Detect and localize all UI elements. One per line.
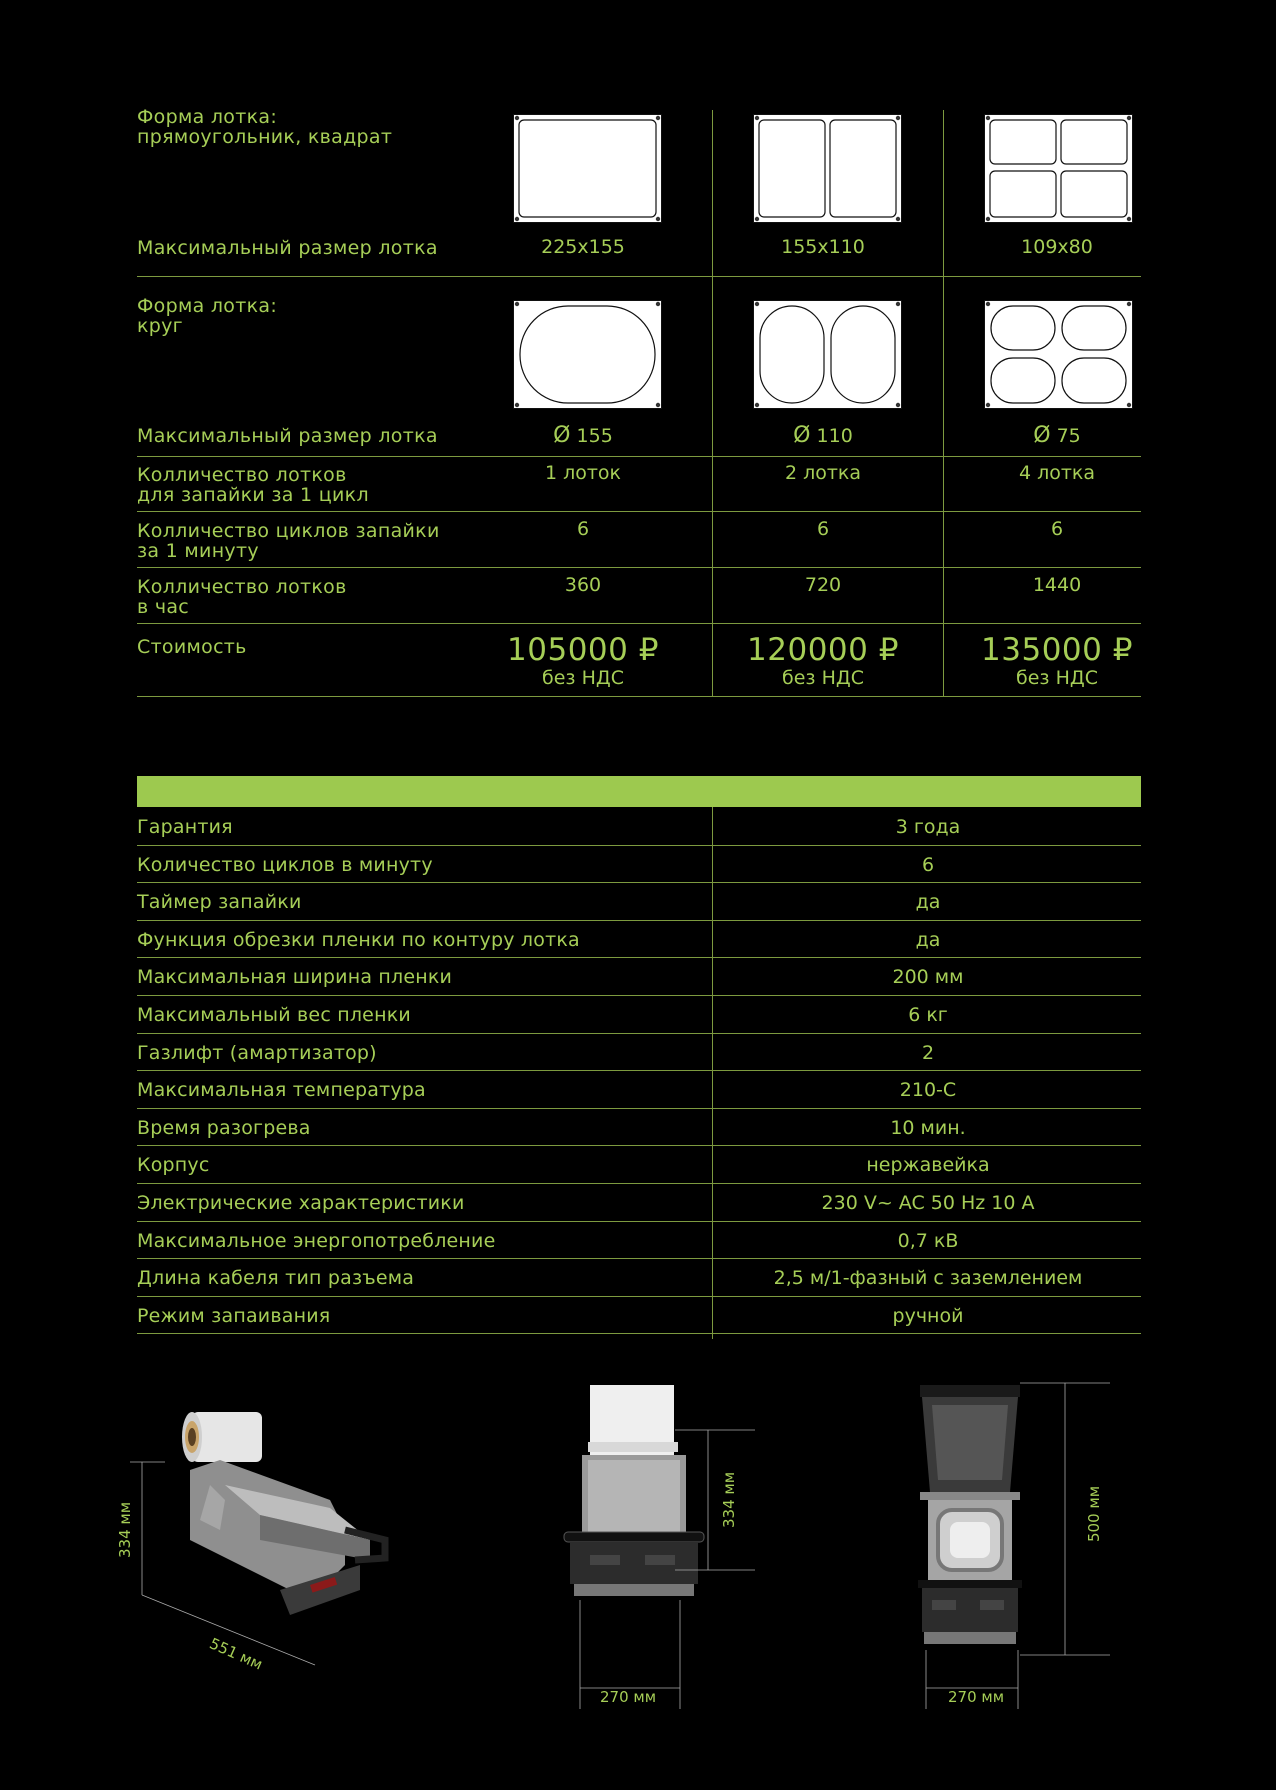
tray-round-2-icon [753,300,902,409]
spec-row-divider [137,1296,1141,1297]
column-divider [712,110,713,697]
trays-per-hour-label: Колличество лотков в час [137,576,347,618]
spec-label: Максимальная температура [137,1079,426,1102]
spec-label: Электрические характеристики [137,1192,465,1214]
diameter-icon: Ø [553,423,571,448]
spec-value: 6 кг [908,1004,948,1026]
trays-per-cycle-label: Колличество лотков для запайки за 1 цикл [137,464,369,506]
spec-label: Количество циклов в минуту [137,853,433,876]
dimension-lines-open [910,1380,1120,1710]
trays-per-hour-2: 720 [804,574,842,596]
price-2-value: 120000 ₽ [747,632,899,668]
trays-per-hour-3: 1440 [1032,574,1082,596]
rect-size-2: 155x110 [781,236,865,258]
price-2 [713,633,933,689]
dimension-height-open: 500 мм [1085,1485,1103,1542]
spec-value: 3 года [895,816,961,838]
round-size-2 [723,423,923,448]
dimension-lines-front [560,1420,760,1710]
spec-value: да [915,928,941,951]
round-size-3 [957,423,1157,448]
diameter-icon: Ø [793,423,811,448]
trays-per-cycle-2: 2 лотка [784,462,862,484]
spec-value: ручной [892,1304,964,1327]
tray-round-4-icon [984,300,1133,409]
spec-value: 200 мм [892,966,964,989]
diameter-icon: Ø [1033,423,1051,448]
row-divider [137,456,1141,457]
row-divider [137,511,1141,512]
price-label: Стоимость [137,636,247,658]
spec-label: Максимальный вес пленки [137,1004,411,1026]
price-1-note: без НДС [542,667,624,689]
row-divider [137,623,1141,624]
spec-value: 2,5 м/1-фазный с заземлением [773,1267,1083,1290]
row-divider [137,696,1141,697]
spec-row-divider [137,1258,1141,1259]
price-1 [473,633,693,689]
spec-row-divider [137,845,1141,846]
specs-header-band [137,776,1141,807]
rect-size-3: 109x80 [1021,236,1093,258]
spec-row-divider [137,1033,1141,1034]
spec-value: 0,7 кВ [897,1229,959,1252]
spec-value: 230 V~ AC 50 Hz 10 A [821,1192,1035,1214]
cycles-per-minute-1: 6 [576,518,590,540]
spec-row-divider [137,1333,1141,1334]
spec-row-divider [137,1070,1141,1071]
tray-rect-2-icon [753,114,902,223]
tray-rect-4-icon [984,114,1133,223]
spec-row-divider [137,920,1141,921]
spec-label: Функция обрезки пленки по контуру лотка [137,928,580,951]
rect-shape-label: Форма лотка: прямоугольник, квадрат [137,106,393,148]
spec-label: Максимальное энергопотребление [137,1229,496,1252]
spec-row-divider [137,957,1141,958]
spec-label: Максимальная ширина пленки [137,966,453,989]
spec-row-divider [137,882,1141,883]
cycles-per-minute-2: 6 [816,518,830,540]
round-size-2-value: 110 [816,425,853,447]
spec-value: 210-С [899,1079,957,1102]
dimension-length-side: 551 мм [206,1634,266,1674]
spec-value: 2 [921,1041,935,1064]
spec-label: Длина кабеля тип разъема [137,1267,415,1290]
round-max-size-label: Максимальный размер лотка [137,425,438,447]
trays-per-hour-1: 360 [564,574,602,596]
spec-value: 6 [921,853,935,876]
price-3 [947,633,1167,689]
trays-per-cycle-3: 4 лотка [1018,462,1096,484]
cycles-per-minute-label: Колличество циклов запайки за 1 минуту [137,520,440,562]
spec-value: 10 мин. [890,1116,966,1139]
spec-row-divider [137,1108,1141,1109]
price-1-value: 105000 ₽ [507,632,659,668]
dimension-lines-perspective [120,1440,340,1670]
trays-per-cycle-1: 1 лоток [544,462,622,484]
spec-label: Корпус [137,1154,210,1177]
dimension-height-front: 334 мм [720,1471,738,1528]
spec-label: Режим запаивания [137,1304,331,1327]
spec-label: Гарантия [137,816,233,838]
round-size-1 [483,423,683,448]
round-size-1-value: 155 [576,425,613,447]
price-3-value: 135000 ₽ [981,632,1133,668]
spec-row-divider [137,995,1141,996]
spec-label: Газлифт (амартизатор) [137,1041,377,1064]
round-shape-label: Форма лотка: круг [137,295,278,337]
rect-max-size-label: Максимальный размер лотка [137,237,438,259]
cycles-per-minute-3: 6 [1050,518,1064,540]
spec-row-divider [137,1183,1141,1184]
spec-row-divider [137,1221,1141,1222]
spec-label: Таймер запайки [137,891,302,914]
column-divider [943,110,944,697]
spec-label: Время разогрева [137,1116,311,1139]
dimension-width-open: 270 мм [948,1688,1005,1706]
dimension-height-side: 334 мм [116,1501,134,1558]
specs-column-divider [712,807,713,1339]
spec-value: нержавейка [866,1154,990,1177]
tray-rect-1-icon [513,114,662,223]
spec-value: да [915,891,941,914]
row-divider [137,567,1141,568]
spec-row-divider [137,1145,1141,1146]
price-3-note: без НДС [1016,667,1098,689]
dimension-width-front: 270 мм [600,1688,657,1706]
tray-round-1-icon [513,300,662,409]
rect-size-1: 225x155 [541,236,625,258]
row-divider [137,276,1141,277]
round-size-3-value: 75 [1056,425,1081,447]
price-2-note: без НДС [782,667,864,689]
